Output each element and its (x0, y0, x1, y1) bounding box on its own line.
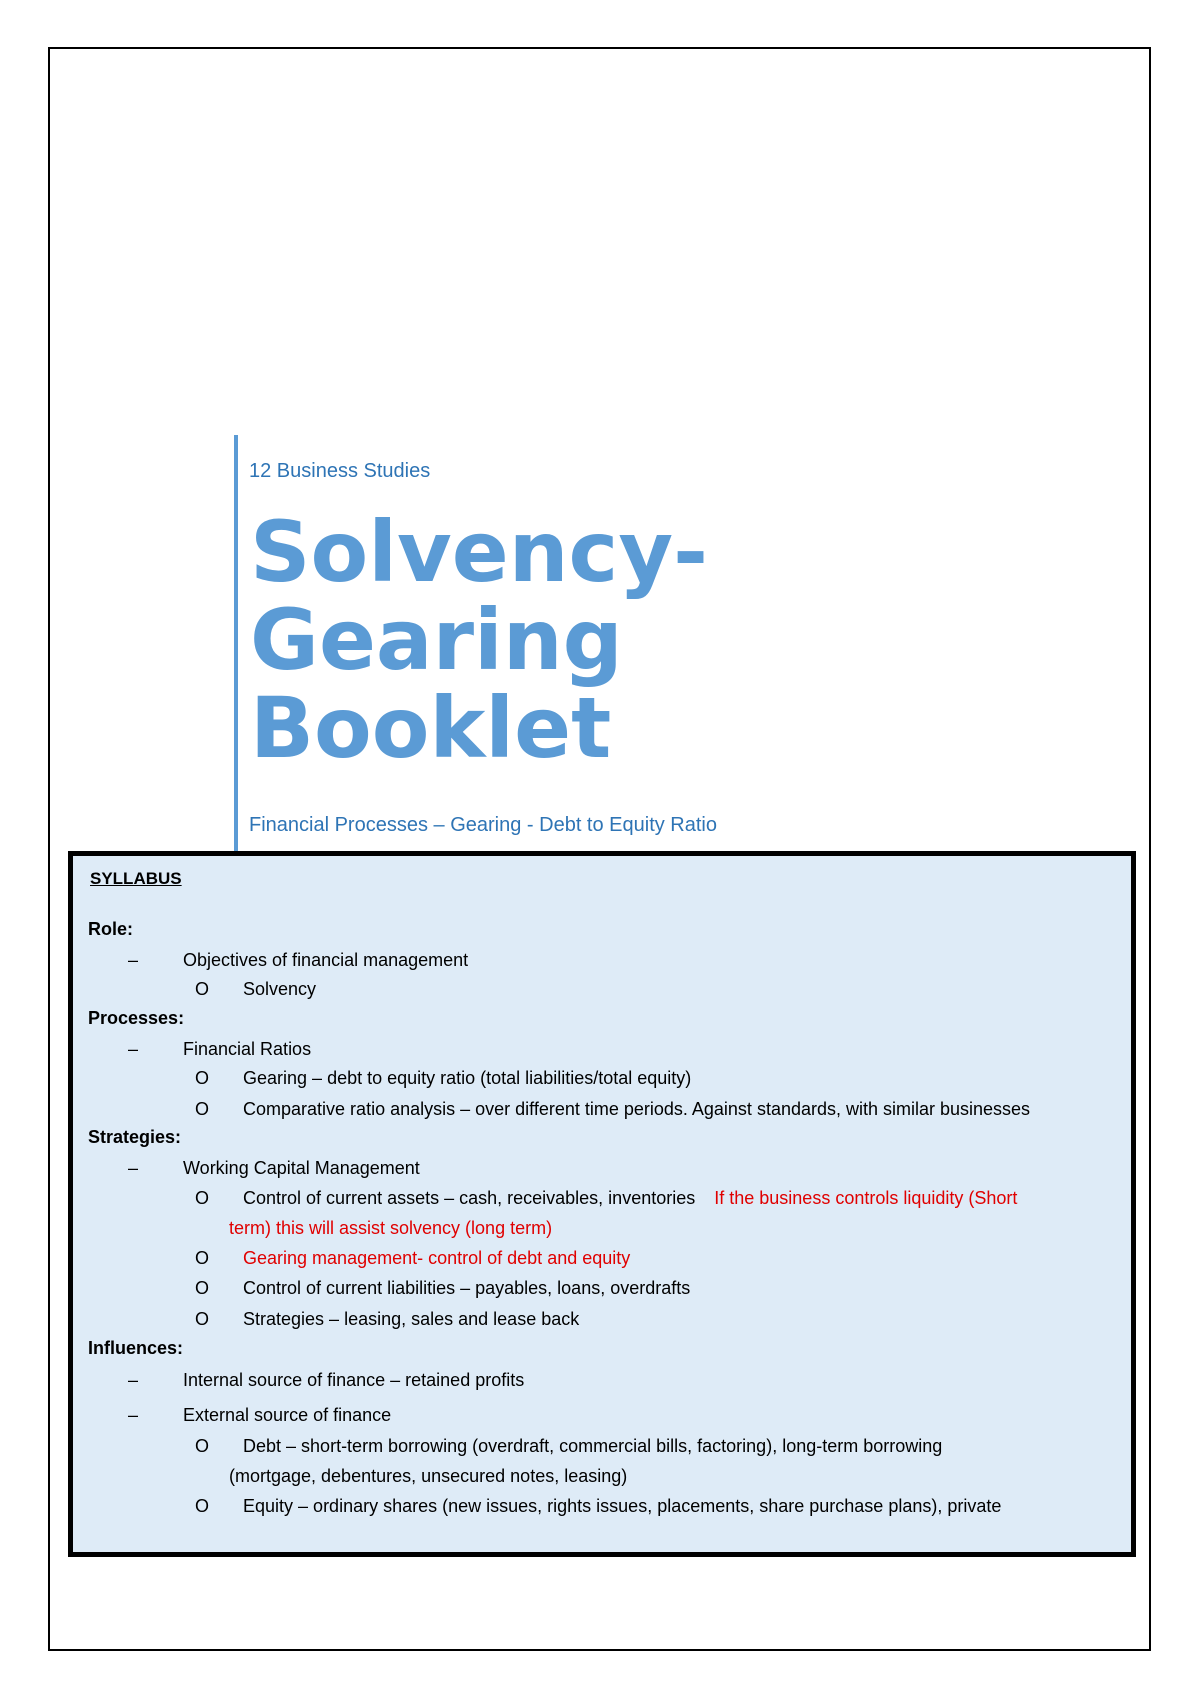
title-line-3: Booklet (250, 679, 612, 777)
booklet-subtitle: Financial Processes – Gearing - Debt to Equity Ratio (249, 814, 717, 836)
dash-marker: – (128, 1405, 139, 1425)
list-item: O Comparative ratio analysis – over different time periods. Against standards, with similar businesses (195, 1099, 1031, 1119)
list-item: O Equity – ordinary shares (new issues, rights issues, placements, share purchase plans), private (195, 1496, 1002, 1516)
list-item: – External source of finance (128, 1405, 392, 1425)
circle-marker: O (195, 979, 210, 999)
list-item: – Objectives of financial management (128, 950, 469, 970)
section-role-label: Role: (88, 919, 133, 939)
circle-marker: O (195, 1099, 210, 1119)
title-line-2: Gearing (250, 591, 623, 689)
list-item: O Gearing – debt to equity ratio (total liabilities/total equity) (195, 1068, 692, 1088)
dash-marker: – (128, 1370, 139, 1390)
liquidity-note-continued: term) this will assist solvency (long term) (229, 1218, 553, 1238)
syllabus-box (68, 851, 1136, 1557)
section-influences-label: Influences: (88, 1338, 184, 1358)
title-line-1: Solvency- (250, 503, 708, 601)
list-item: – Working Capital Management (128, 1158, 420, 1178)
circle-marker: O (195, 1436, 210, 1456)
dash-marker: – (128, 1158, 139, 1178)
circle-marker: O (195, 1188, 210, 1208)
dash-marker: – (128, 1039, 139, 1059)
liquidity-note: If the business controls liquidity (Short (714, 1188, 1018, 1208)
circle-marker: O (195, 1278, 210, 1298)
section-processes-label: Processes: (88, 1008, 185, 1028)
booklet-title (250, 503, 708, 777)
list-item: O Solvency (195, 979, 317, 999)
list-item: O Gearing management- control of debt and equity (195, 1248, 631, 1268)
list-item: O Control of current assets – cash, receivables, inventories If the business controls liquidity (Short (195, 1188, 1018, 1208)
list-item: – Financial Ratios (128, 1039, 312, 1059)
circle-marker: O (195, 1248, 210, 1268)
dash-marker: – (128, 950, 139, 970)
list-item: O Control of current liabilities – payables, loans, overdrafts (195, 1278, 691, 1298)
section-strategies-label: Strategies: (88, 1127, 182, 1147)
circle-marker: O (195, 1309, 210, 1329)
list-item: O Debt – short-term borrowing (overdraft, commercial bills, factoring), long-term borrowing (195, 1436, 943, 1456)
list-item: O Strategies – leasing, sales and lease back (195, 1309, 580, 1329)
syllabus-heading: SYLLABUS (90, 869, 182, 888)
course-label: 12 Business Studies (249, 460, 431, 482)
circle-marker: O (195, 1496, 210, 1516)
circle-marker: O (195, 1068, 210, 1088)
title-accent-rule (234, 435, 238, 862)
list-item: – Internal source of finance – retained profits (128, 1370, 525, 1390)
list-item-continued: (mortgage, debentures, unsecured notes, leasing) (229, 1466, 628, 1486)
